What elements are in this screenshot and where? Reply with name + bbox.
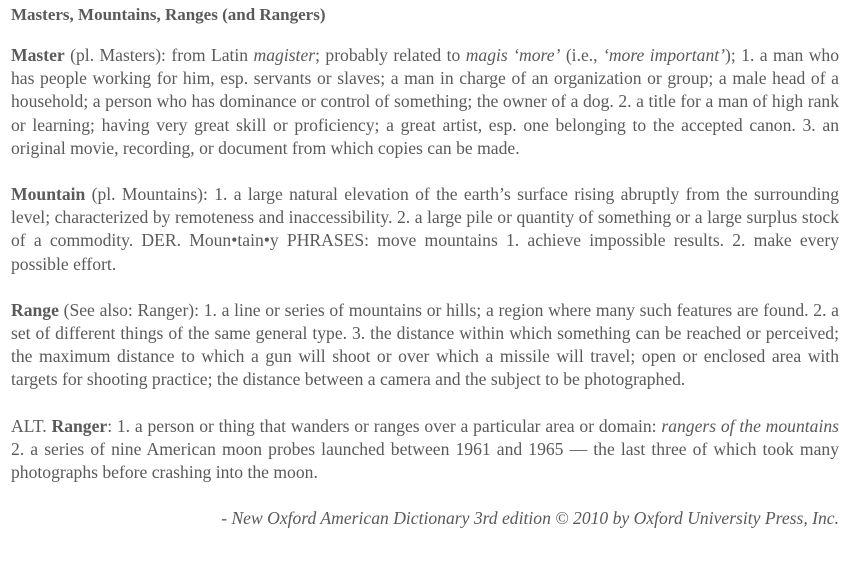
entry-master bbox=[11, 44, 839, 160]
master-latin: magister bbox=[253, 45, 316, 65]
master-more: ‘more’ bbox=[507, 45, 561, 65]
headword-ranger: Ranger bbox=[51, 415, 108, 436]
headword-mountain: Mountain bbox=[11, 184, 86, 205]
page-title: Masters, Mountains, Ranges (and Rangers) bbox=[11, 5, 326, 24]
ranger-def-1: : 1. a person or thing that wanders or ranges over a particular area or domain: bbox=[107, 415, 662, 436]
ranger-example: rangers of the mountains bbox=[661, 415, 839, 436]
ranger-def-2: 2. a series of nine American moon probes launched between 1961 and 1965 — the last three of which took many photographs before crashing into the moon. bbox=[11, 438, 839, 483]
dictionary-page bbox=[11, 4, 839, 530]
entry-range bbox=[11, 299, 839, 392]
entry-ranger bbox=[11, 415, 839, 485]
entry-mountain bbox=[11, 183, 839, 276]
mountain-definition: (pl. Mountains): 1. a large natural elevation of the earth’s surface rising abruptly from the surrounding level; characterized by remoteness and inaccessibility. 2. a large pile or quantity of something or a large surplus stock of a commodity. DER. Moun•tain•y PHRASES: move mountains 1. achieve impossible results. 2. make every possible effort. bbox=[11, 184, 839, 274]
master-more-important: ‘more important’ bbox=[602, 45, 726, 65]
master-magis: magis bbox=[465, 45, 508, 65]
master-definition: ); 1. a man who has people working for him, esp. servants or slaves; a man in charge of an organization or group; a male head of a household; a person who has dominance or control of something; the owner of a dog. 2. a title for a man of high rank or learning; having very great skill or proficiency; a great artist, esp. one belonging to the accepted canon. 3. an original movie, recording, or document from which copies can be made. bbox=[11, 45, 840, 158]
master-plural: (pl. Masters): from Latin bbox=[64, 45, 254, 65]
master-ie: (i.e., bbox=[560, 45, 603, 65]
master-related: ; probably related to bbox=[315, 45, 466, 65]
ranger-prefix: ALT. bbox=[11, 415, 52, 436]
source-credit: - New Oxford American Dictionary 3rd edition © 2010 by Oxford University Press, Inc. bbox=[221, 508, 839, 529]
range-definition: (See also: Ranger): 1. a line or series of mountains or hills; a region where many such features are found. 2. a set of different things of the same general type. 3. the distance within which something can be reached or perceived; the maximum distance to which a gun will shoot or over which a missile will travel; open or enclosed area with targets for shooting practice; the distance between a camera and the subject to be photographed. bbox=[11, 299, 839, 390]
headword-master: Master bbox=[11, 45, 65, 65]
headword-range: Range bbox=[11, 299, 59, 320]
